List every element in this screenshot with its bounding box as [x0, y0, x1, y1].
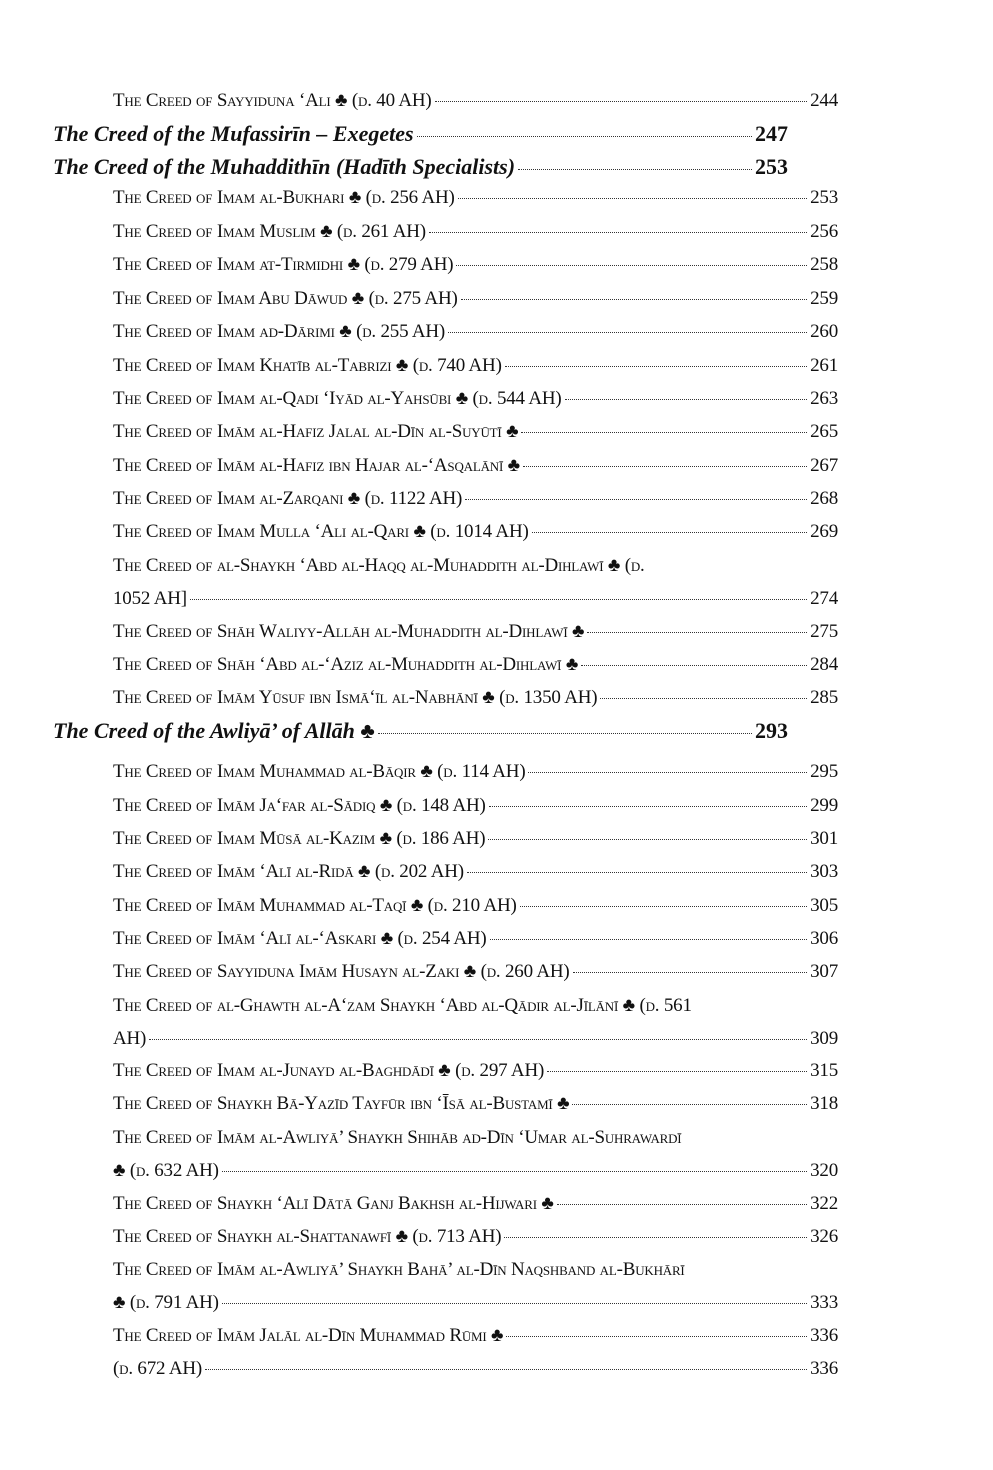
toc-entry-title: The Creed of Imam at-Tirmidhi ♣ (d. 279 AH) — [113, 254, 454, 275]
toc-section-heading[interactable] — [53, 121, 788, 147]
dot-leader — [489, 806, 807, 807]
toc-entry[interactable] — [113, 795, 838, 817]
toc-entry[interactable] — [113, 90, 838, 112]
page-number: 326 — [810, 1226, 838, 1247]
toc-entry-title: (d. 672 AH) — [113, 1358, 202, 1379]
toc-entry-title: The Creed of Shaykh al-Shattanawfī ♣ (d. 713 AH) — [113, 1226, 502, 1247]
page-number: 267 — [810, 455, 838, 476]
dot-leader — [435, 101, 808, 102]
dot-leader — [581, 665, 807, 666]
dot-leader — [573, 972, 808, 973]
dot-leader — [587, 632, 807, 633]
toc-entry-title: The Creed of the Mufassirīn – Exegetes — [53, 121, 414, 146]
page-number: 320 — [810, 1160, 838, 1181]
toc-entry-title: The Creed of Imam Abu Dāwud ♣ (d. 275 AH) — [113, 288, 458, 309]
toc-entry[interactable] — [113, 1358, 838, 1380]
page-number: 268 — [810, 488, 838, 509]
toc-entry-continuation[interactable] — [113, 1028, 838, 1050]
toc-entry[interactable] — [113, 1060, 838, 1082]
page-number: 261 — [810, 355, 838, 376]
dot-leader — [532, 532, 808, 533]
dot-leader — [506, 1336, 807, 1337]
toc-section-heading[interactable] — [53, 718, 788, 744]
toc-entry-title: The Creed of Shaykh Bā-Yazīd Tayfūr ibn ‘Īsā al-Bustamī ♣ — [113, 1093, 570, 1114]
page-number: 263 — [810, 388, 838, 409]
dot-leader — [149, 1039, 807, 1040]
toc-entry-title: The Creed of Imām ‘Alī al-‘Askari ♣ (d. 254 AH) — [113, 928, 487, 949]
dot-leader — [467, 872, 807, 873]
toc-entry-title: The Creed of Imam Mūsā al-Kazim ♣ (d. 186 AH) — [113, 828, 486, 849]
toc-entry-continuation[interactable] — [113, 588, 838, 610]
page-number: 306 — [810, 928, 838, 949]
page-number: 256 — [810, 221, 838, 242]
dot-leader — [557, 1204, 807, 1205]
toc-entry[interactable] — [113, 421, 838, 443]
page-number: 309 — [810, 1028, 838, 1049]
toc-entry-title: The Creed of Sayyiduna Imām Husayn al-Zaki ♣ (d. 260 AH) — [113, 961, 570, 982]
toc-entry[interactable] — [113, 1127, 681, 1149]
toc-entry-title: The Creed of Imam Muhammad al-Bāqir ♣ (d. 114 AH) — [113, 761, 526, 782]
toc-entry[interactable] — [113, 828, 838, 850]
toc-entry-title: ♣ (d. 632 AH) — [113, 1160, 219, 1181]
toc-entry-title: The Creed of Sayyiduna ‘Ali ♣ (d. 40 AH) — [113, 90, 432, 111]
toc-entry-title: The Creed of the Awliyā’ of Allāh ♣ — [53, 718, 375, 743]
dot-leader — [600, 698, 807, 699]
toc-entry-title: The Creed of Imam Muslim ♣ (d. 261 AH) — [113, 221, 426, 242]
toc-entry[interactable] — [113, 861, 838, 883]
page-number: 244 — [810, 90, 838, 111]
page-number: 269 — [810, 521, 838, 542]
toc-entry[interactable] — [113, 1259, 685, 1281]
dot-leader — [565, 399, 808, 400]
toc-entry-title: The Creed of Imam Khatīb al-Tabrizi ♣ (d. 740 AH) — [113, 355, 502, 376]
page-number: 258 — [810, 254, 838, 275]
page-number: 260 — [810, 321, 838, 342]
toc-entry-title: The Creed of Imām al-Hafiz Jalal al-Dīn al-Suyūtī ♣ — [113, 421, 519, 442]
page-number: 336 — [810, 1325, 838, 1346]
toc-entry-title: The Creed of Imām al-Hafiz ibn Hajar al-‘Asqalānī ♣ — [113, 455, 520, 476]
toc-entry-title: The Creed of Imam al-Junayd al-Baghdādī ♣ (d. 297 AH) — [113, 1060, 545, 1081]
toc-entry-title: 1052 AH] — [113, 588, 187, 609]
dot-leader — [190, 599, 807, 600]
page-number: 301 — [810, 828, 838, 849]
page-number: 293 — [755, 718, 788, 743]
toc-entry-title: The Creed of Imām al-Awliyā’ Shaykh Bahā’ al-Dīn Naqshband al-Bukhārī — [113, 1259, 685, 1280]
toc-entry[interactable] — [113, 488, 838, 510]
toc-entry[interactable] — [113, 1093, 838, 1115]
toc-entry[interactable] — [113, 321, 838, 343]
toc-entry-title: The Creed of Imām Yūsuf ibn Ismā‘īl al-Nabhānī ♣ (d. 1350 AH) — [113, 687, 598, 708]
dot-leader — [518, 169, 752, 170]
toc-entry[interactable] — [113, 521, 838, 543]
dot-leader — [205, 1369, 807, 1370]
page-number: 253 — [755, 154, 788, 179]
toc-entry-title: The Creed of Shaykh ‘Alī Dātā Ganj Bakhsh al-Hijwari ♣ — [113, 1193, 554, 1214]
page-number: 284 — [810, 654, 838, 675]
toc-entry[interactable] — [113, 761, 838, 783]
toc-entry-title: The Creed of Imam Mulla ‘Ali al-Qari ♣ (d. 1014 AH) — [113, 521, 529, 542]
dot-leader — [520, 906, 807, 907]
toc-entry-title: The Creed of Imām Jalāl al-Dīn Muhammad Rūmi ♣ — [113, 1325, 504, 1346]
toc-entry[interactable] — [113, 455, 838, 477]
toc-entry[interactable] — [113, 995, 692, 1017]
toc-entry[interactable] — [113, 288, 838, 310]
dot-leader — [488, 839, 807, 840]
page-number: 274 — [810, 588, 838, 609]
page-number: 305 — [810, 895, 838, 916]
dot-leader — [461, 299, 808, 300]
dot-leader — [222, 1303, 807, 1304]
toc-entry[interactable] — [113, 1325, 838, 1347]
toc-entry[interactable] — [113, 654, 838, 676]
dot-leader — [547, 1071, 807, 1072]
toc-entry[interactable] — [113, 1226, 838, 1248]
dot-leader — [505, 366, 807, 367]
dot-leader — [222, 1171, 807, 1172]
toc-entry-title: The Creed of Imām al-Awliyā’ Shaykh Shihāb ad-Dīn ‘Umar al-Suhrawardī — [113, 1127, 682, 1148]
toc-section-heading[interactable] — [53, 154, 788, 180]
page-number: 318 — [810, 1093, 838, 1114]
page-number: 259 — [810, 288, 838, 309]
page-number: 253 — [810, 187, 838, 208]
toc-entry-title: The Creed of Imam ad-Dārimi ♣ (d. 255 AH) — [113, 321, 446, 342]
page-number: 275 — [810, 621, 838, 642]
toc-entry[interactable] — [113, 895, 838, 917]
page-number: 315 — [810, 1060, 838, 1081]
toc-entry[interactable] — [113, 187, 838, 209]
toc-entry-title: The Creed of Imam al-Bukhari ♣ (d. 256 AH) — [113, 187, 455, 208]
toc-entry-continuation[interactable] — [113, 1292, 838, 1314]
page-number: 247 — [755, 121, 788, 146]
page-number: 285 — [810, 687, 838, 708]
toc-entry[interactable] — [113, 621, 838, 643]
toc-entry-title: ♣ (d. 791 AH) — [113, 1292, 219, 1313]
page-number: 295 — [810, 761, 838, 782]
toc-entry-title: The Creed of Imam al-Qadi ‘Iyād al-Yahsūbi ♣ (d. 544 AH) — [113, 388, 562, 409]
toc-entry[interactable] — [113, 1193, 838, 1215]
dot-leader — [504, 1237, 807, 1238]
toc-entry-title: The Creed of Shāh Waliyy-Allāh al-Muhaddith al-Dihlawī ♣ — [113, 621, 585, 642]
toc-entry-title: The Creed of al-Shaykh ‘Abd al-Haqq al-Muhaddith al-Dihlawī ♣ (d. — [113, 555, 645, 576]
page-number: 333 — [810, 1292, 838, 1313]
dot-leader — [490, 939, 808, 940]
dot-leader — [456, 265, 807, 266]
dot-leader — [521, 432, 807, 433]
page-number: 307 — [810, 961, 838, 982]
toc-entry-title: The Creed of Imām ‘Alī al-Ridā ♣ (d. 202 AH) — [113, 861, 464, 882]
dot-leader — [465, 499, 807, 500]
page-number: 322 — [810, 1193, 838, 1214]
dot-leader — [572, 1104, 807, 1105]
toc-entry[interactable] — [113, 388, 838, 410]
toc-entry-title: AH) — [113, 1028, 147, 1049]
toc-entry-title: The Creed of Imam al-Zarqani ♣ (d. 1122 AH) — [113, 488, 463, 509]
toc-entry-title: The Creed of the Muhaddithīn (Hadīth Specialists) — [53, 154, 516, 179]
page-number: 336 — [810, 1358, 838, 1379]
toc-entry[interactable] — [113, 555, 645, 577]
toc-entry[interactable] — [113, 928, 838, 950]
toc-entry-title: The Creed of Shāh ‘Abd al-‘Aziz al-Muhaddith al-Dihlawī ♣ — [113, 654, 579, 675]
toc-entry-title: The Creed of Imām Ja‘far al-Sādiq ♣ (d. 148 AH) — [113, 795, 486, 816]
page-number: 303 — [810, 861, 838, 882]
toc-entry[interactable] — [113, 355, 838, 377]
page-number: 299 — [810, 795, 838, 816]
dot-leader — [429, 232, 807, 233]
dot-leader — [523, 466, 807, 467]
toc-entry[interactable] — [113, 961, 838, 983]
dot-leader — [378, 733, 752, 734]
toc-entry-continuation[interactable] — [113, 1160, 838, 1182]
toc-entry[interactable] — [113, 254, 838, 276]
toc-entry[interactable] — [113, 687, 838, 709]
toc-entry-title: The Creed of al-Ghawth al-A‘zam Shaykh ‘Abd al-Qādir al-Jīlānī ♣ (d. 561 — [113, 995, 692, 1016]
toc-entry[interactable] — [113, 221, 838, 243]
dot-leader — [528, 772, 807, 773]
dot-leader — [417, 136, 752, 137]
toc-entry-title: The Creed of Imām Muhammad al-Taqī ♣ (d. 210 AH) — [113, 895, 517, 916]
dot-leader — [458, 198, 807, 199]
dot-leader — [448, 332, 807, 333]
page-number: 265 — [810, 421, 838, 442]
